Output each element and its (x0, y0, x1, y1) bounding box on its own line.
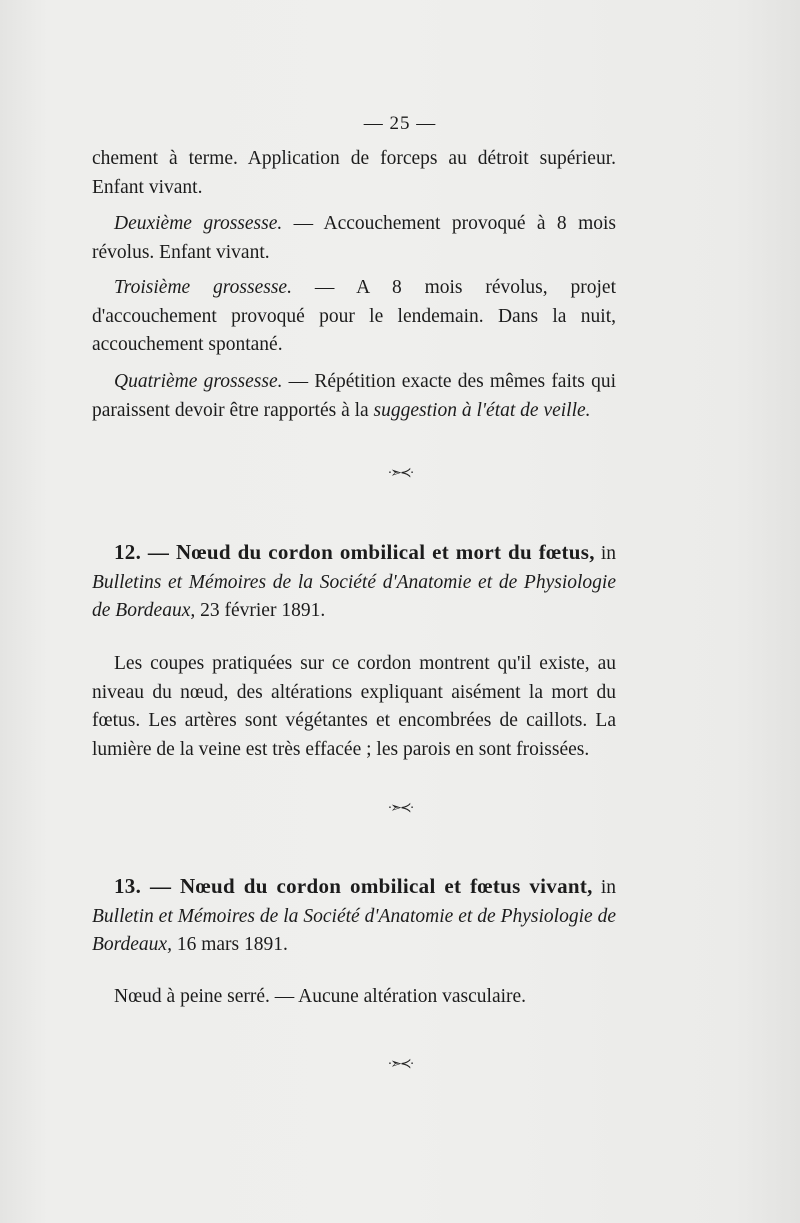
paragraph-continuation (92, 145, 616, 202)
entry-12-heading: 12. — Nœud du cordon ombilical et mort du fœtus, in Bulletins et Mémoires de la Société d'Anatomie et de Physiologie de Bordeaux, 23 février 1891. (92, 540, 617, 621)
paragraph-text: chement à terme. Application de forceps au détroit supérieur. Enfant vivant. (92, 148, 616, 198)
entry-date: 16 mars 1891. (171, 934, 288, 955)
paragraph-text: Les coupes pratiquées sur ce cordon montrent qu'il existe, au niveau du nœud, des altérations expliquant aisément la mort du fœtus. Les artères sont végétantes et encombrées de caillots. La lumière de la veine est très effacée ; les parois en sont froissées. (92, 653, 616, 760)
ornament-divider: ·➣≺· (387, 466, 413, 481)
emphasis-text: suggestion à l'état de veille. (373, 399, 591, 421)
entry-12-body (92, 650, 616, 764)
section-label: Deuxième grossesse. (114, 213, 283, 234)
entry-source: Bulletins et Mémoires de la Société d'Anatomie et de Physiologie de Bordeaux, (92, 571, 616, 621)
paragraph-text: — Accouchement provoqué à 8 mois révolus. Enfant vivant. (92, 213, 616, 263)
entry-title: Nœud du cordon ombilical et fœtus vivant, (171, 874, 593, 898)
entry-source: Bulletin et Mémoires de la Société d'Anatomie et de Physiologie de Bordeaux, (92, 905, 616, 955)
section-label: Troisième grossesse. (114, 277, 292, 298)
section-label: Quatrième grossesse. (114, 371, 283, 392)
ornament-divider: ·➣≺· (387, 1057, 413, 1072)
ornament-divider: ·➣≺· (387, 801, 413, 816)
entry-title: Nœud du cordon ombilical et mort du fœtus, (169, 540, 595, 564)
paragraph-text: — A 8 mois révolus, projet d'accouchement provoqué pour le lendemain. Dans la nuit, accouchement spontané. (92, 277, 616, 355)
paragraph-text: Nœud à peine serré. — Aucune altération vasculaire. (114, 986, 527, 1007)
entry-13-body (92, 983, 616, 1012)
entry-number: 12. — (114, 540, 170, 564)
entry-date: 23 février 1891. (195, 600, 326, 621)
paragraph-quatrieme-grossesse (92, 368, 616, 425)
paragraph-deuxieme-grossesse (92, 210, 616, 267)
paragraph-troisieme-grossesse (92, 274, 616, 360)
paragraph-text: — Répétition exacte des mêmes faits qui paraissent devoir être rapportés à la (92, 371, 616, 421)
entry-13-heading: 13. — Nœud du cordon ombilical et fœtus vivant, in Bulletin et Mémoires de la Société d'Anatomie et de Physiologie de Bordeaux, 16 mars 1891. (92, 874, 617, 955)
entry-number: 13. — (114, 874, 172, 898)
page-number: — 25 — (363, 113, 437, 134)
